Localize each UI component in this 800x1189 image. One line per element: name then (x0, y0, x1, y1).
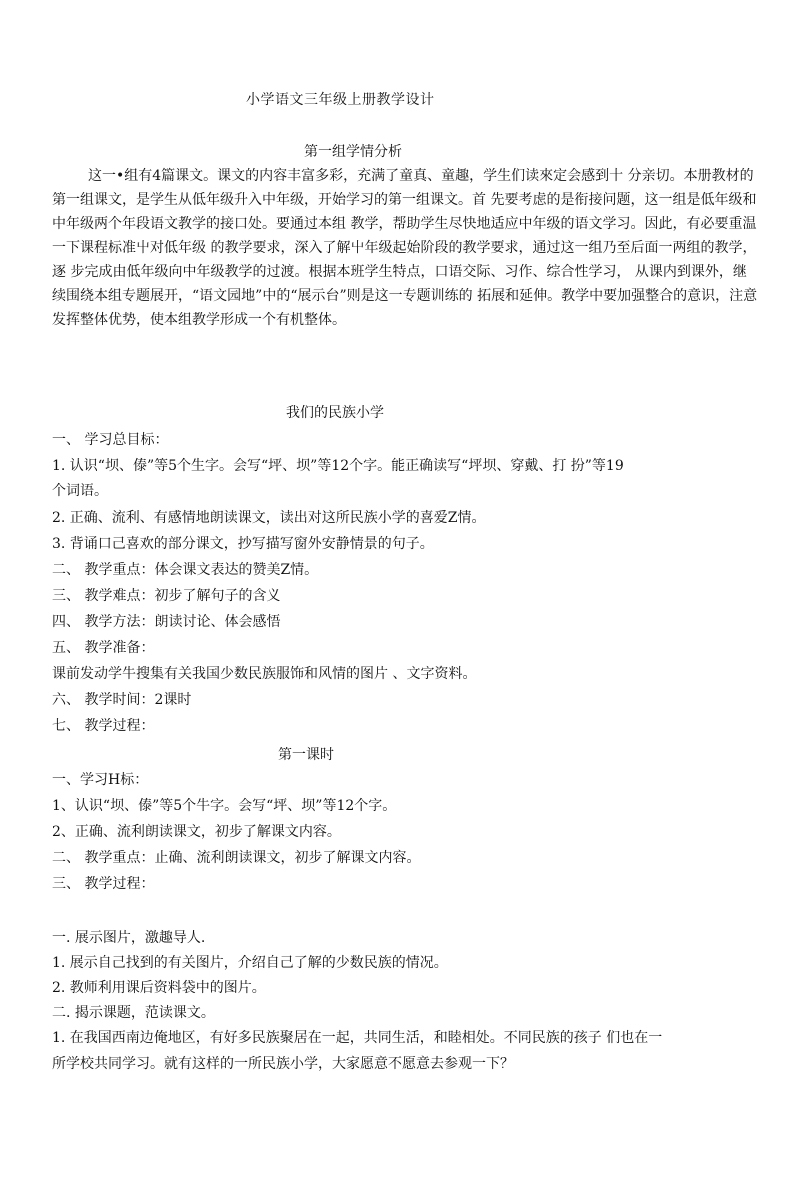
lesson-prep-heading: 五、 教学准备： (52, 640, 155, 656)
lesson-time: 六、 教学时间：2课时 (52, 692, 192, 708)
period-goal-2: 2、正确、流利朗读课文，初步了解课文内容。 (52, 824, 341, 840)
lesson-difficulty: 三、 教学难点：初步了解句子的含义 (52, 588, 281, 604)
period-one-heading: 第一课时 (278, 747, 334, 763)
lesson-process: 七、 教学过程： (52, 718, 155, 734)
step-2-item-1-line-2: 所学校共同学习。就有这样的一所民族小学，大家愿意不愿意去参观一下？ (52, 1056, 514, 1072)
lesson-goal-1-line-1: 1. 认识“坝、傣”等5个生字。会写“坪、坝”等12个字。能正确读写“坪坝、穿戴、打 扮”等19 (52, 458, 624, 474)
lesson-method: 四、 教学方法：朗读讨论、体会感悟 (52, 614, 281, 630)
step-1-item-2: 2. 教师利用课后资料袋中的图片。 (52, 980, 266, 996)
lesson-goal-2: 2. 正确、流利、有感情地朗读课文，读出对这所民族小学的喜爱Z情。 (52, 510, 486, 526)
analysis-paragraph (52, 164, 758, 332)
analysis-text: 这一•组有4篇课文。课文的内容丰富多彩，充满了童真、童趣，学生们读來定会感到十 分亲切。本册教材的第一组课文，是学生从低年级升入中年级，开始学习的第一组课文。首 先要考虑的是衔接问题，这一组是低年级和中年级两个年段语文教学的接口处。要通过本组 教学，帮助学生尽快地适应中年级的语文学习。因此，有必要重温一下课程标准屮对低年级 的教学要求，深入了解屮年级起始阶段的教学要求，通过这一组乃至后面一两组的教学，逐 步完成由低年级向中年级教学的过渡。根据本班学生特点，口语交际、习作、综合性学习， 从课内到课外，继续围绕本组专题展开，“语文园地”中的“展示台”则是这一专题训练的 拓展和延伸。教学中要加强整合的意识，注意发挥整体优势，使本组教学形成一个有机整体。 (52, 168, 758, 328)
step-2-item-1-line-1: 1. 在我国西南边俺地区，有好多民族聚居在一起，共同生活，和睦相处。不同民族的孩子 们也在一 (52, 1030, 663, 1046)
period-goal-1: 1、认识“坝、傣”等5个牛字。会写“坪、坝”等12个字。 (52, 798, 397, 814)
lesson-goal-3: 3. 背诵口己喜欢的部分课文，抄写描写窗外安静情景的句子。 (52, 536, 434, 552)
lesson-heading: 我们的民族小学 (286, 405, 384, 421)
lesson-goals-heading: 一、 学习总目标： (52, 432, 169, 448)
lesson-goal-1-line-2: 个词语。 (52, 483, 108, 499)
period-key-point: 二、 教学重点：止确、流利朗读课文，初步了解课文内容。 (52, 850, 421, 866)
step-2-heading: 二. 揭示课题，范读课文。 (52, 1005, 215, 1021)
lesson-key-point: 二、 教学重点：体会课文表达的赞美Z情。 (52, 562, 319, 578)
lesson-prep-text: 课前发动学牛搜集有关我国少数民族服饰和风情的图片 、文字资料。 (52, 666, 477, 682)
step-1-heading: 一. 展示图片，激趣导人. (52, 930, 206, 946)
document-title: 小学语文三年级上册教学设计 (246, 92, 435, 108)
period-process: 三、 教学过程： (52, 876, 155, 892)
step-1-item-1: 1. 展示自己找到的有关图片，介绍自己了解的少数民族的情况。 (52, 955, 448, 971)
analysis-heading: 第一组学情分析 (304, 144, 402, 160)
period-goals-heading: 一、学习H标： (52, 772, 149, 788)
